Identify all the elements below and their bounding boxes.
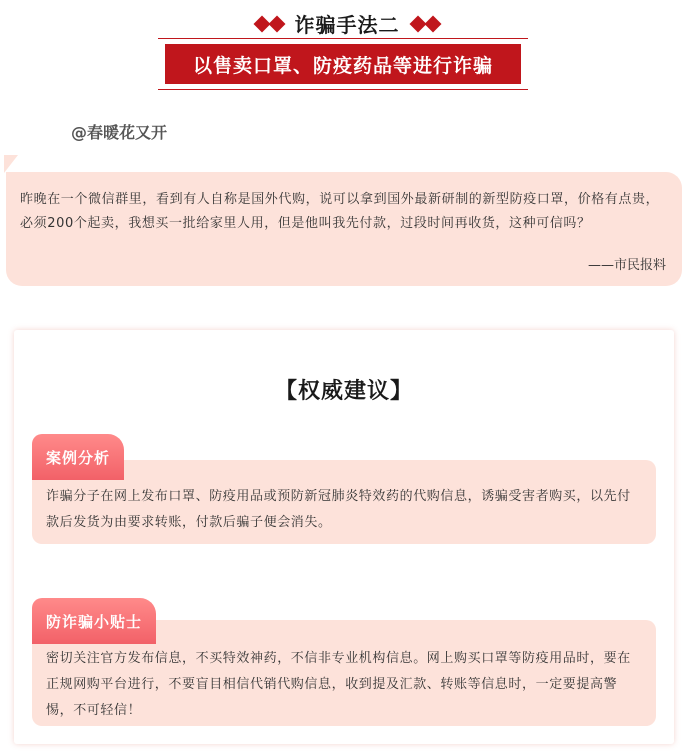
section-header <box>0 0 694 100</box>
case-analysis-label: 案例分析 <box>32 434 124 480</box>
case-analysis-panel <box>32 460 656 544</box>
banner-frame <box>158 38 528 90</box>
diamond-icon <box>424 15 441 32</box>
diamond-ornament-right <box>412 18 439 30</box>
anti-fraud-tips-text: 密切关注官方发布信息，不买特效神药，不信非专业机构信息。网上购买口罩等防疫用品时，要在正规网购平台进行，不要盲目相信代销代购信息，收到提及汇款、转账等信息时，一定要提高警惕，不可轻信！ <box>46 651 631 718</box>
diamond-icon <box>268 15 285 32</box>
diamond-ornament-left <box>256 18 283 30</box>
case-analysis-text: 诈骗分子在网上发布口罩、防疫用品或预防新冠肺炎特效药的代购信息，诱骗受害者购买，以先付款后发货为由要求转账，付款后骗子便会消失。 <box>46 489 631 530</box>
reader-signature: ——市民报料 <box>587 258 666 273</box>
author-handle: @春暖花又开 <box>71 123 168 142</box>
section-title: 诈骗手法二 <box>294 13 400 37</box>
reader-question-text: 昨晚在一个微信群里，看到有人自称是国外代购，说可以拿到国外最新研制的新型防疫口罩，价格有点贵，必须200个起卖，我想买一批给家里人用，但是他叫我先付款，过段时间再收货，这种可信吗？ <box>20 192 660 231</box>
reader-question-bubble <box>6 172 682 286</box>
header-title-row <box>0 9 694 38</box>
anti-fraud-tips-label: 防诈骗小贴士 <box>32 598 156 644</box>
advice-title: 【权威建议】 <box>274 379 413 404</box>
bubble-tail <box>4 155 18 173</box>
section-banner: 以售卖口罩、防疫药品等进行诈骗 <box>165 44 521 84</box>
advice-card <box>14 330 674 744</box>
